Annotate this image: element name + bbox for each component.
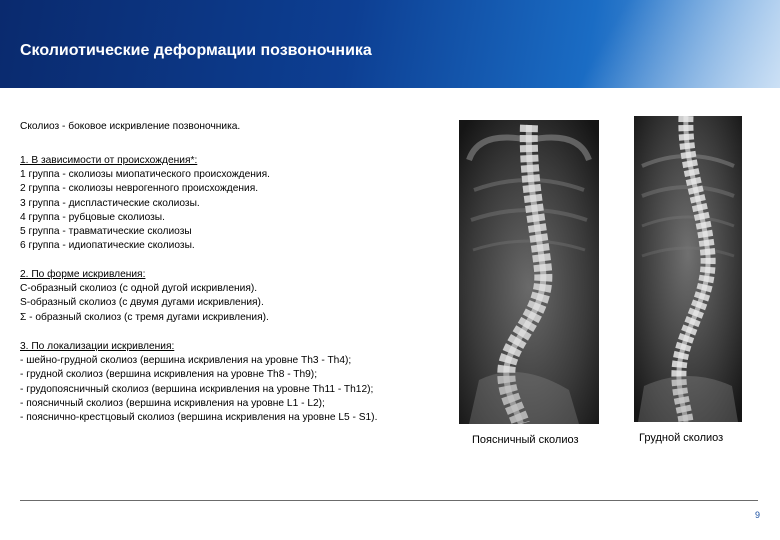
list-item: 1 группа - сколиозы миопатического происхождения. <box>20 169 270 181</box>
xray-thoracic-scoliosis <box>634 116 742 422</box>
list-item: S-образный сколиоз (с двумя дугами искривления). <box>20 297 264 309</box>
list-item: - шейно-грудной сколиоз (вершина искривления на уровне Th3 - Th4); <box>20 355 352 367</box>
list-item: - грудной сколиоз (вершина искривления на уровне Th8 - Th9); <box>20 369 318 381</box>
list-item: 3 группа - диспластические сколиозы. <box>20 197 200 209</box>
list-item: Σ - образный сколиоз (с тремя дугами искривления). <box>20 311 269 323</box>
list-item: C-образный сколиоз (с одной дугой искривления). <box>20 283 258 295</box>
definition-text: Сколиоз - боковое искривление позвоночника. <box>20 121 241 132</box>
page-number: 9 <box>754 510 760 520</box>
list-item: - пояснично-крестцовый сколиоз (вершина искривления на уровне L5 - S1). <box>20 412 378 424</box>
slide-title: Сколиотические деформации позвоночника <box>20 42 372 59</box>
footer-divider <box>20 500 758 501</box>
section-location-heading: 3. По локализации искривления: <box>20 341 175 352</box>
caption-thoracic: Грудной сколиоз <box>639 432 724 444</box>
list-item: 5 группа - травматические сколиозы <box>20 226 192 238</box>
list-item: 6 группа - идиопатические сколиозы. <box>20 240 195 252</box>
section-origin-heading: 1. В зависимости от происхождения*: <box>20 155 198 166</box>
section-location <box>20 340 440 425</box>
list-item: 4 группа - рубцовые сколиозы. <box>20 211 165 223</box>
caption-lumbar: Поясничный сколиоз <box>472 434 579 446</box>
list-item: - поясничный сколиоз (вершина искривления на уровне L1 - L2); <box>20 397 325 409</box>
list-item: - грудопоясничный сколиоз (вершина искривления на уровне Th11 - Th12); <box>20 383 374 395</box>
section-shape-heading: 2. По форме искривления: <box>20 269 146 280</box>
section-shape <box>20 268 440 325</box>
section-origin <box>20 154 440 253</box>
list-item: 2 группа - сколиозы неврогенного происхождения. <box>20 183 259 195</box>
xray-lumbar-scoliosis <box>459 120 599 424</box>
